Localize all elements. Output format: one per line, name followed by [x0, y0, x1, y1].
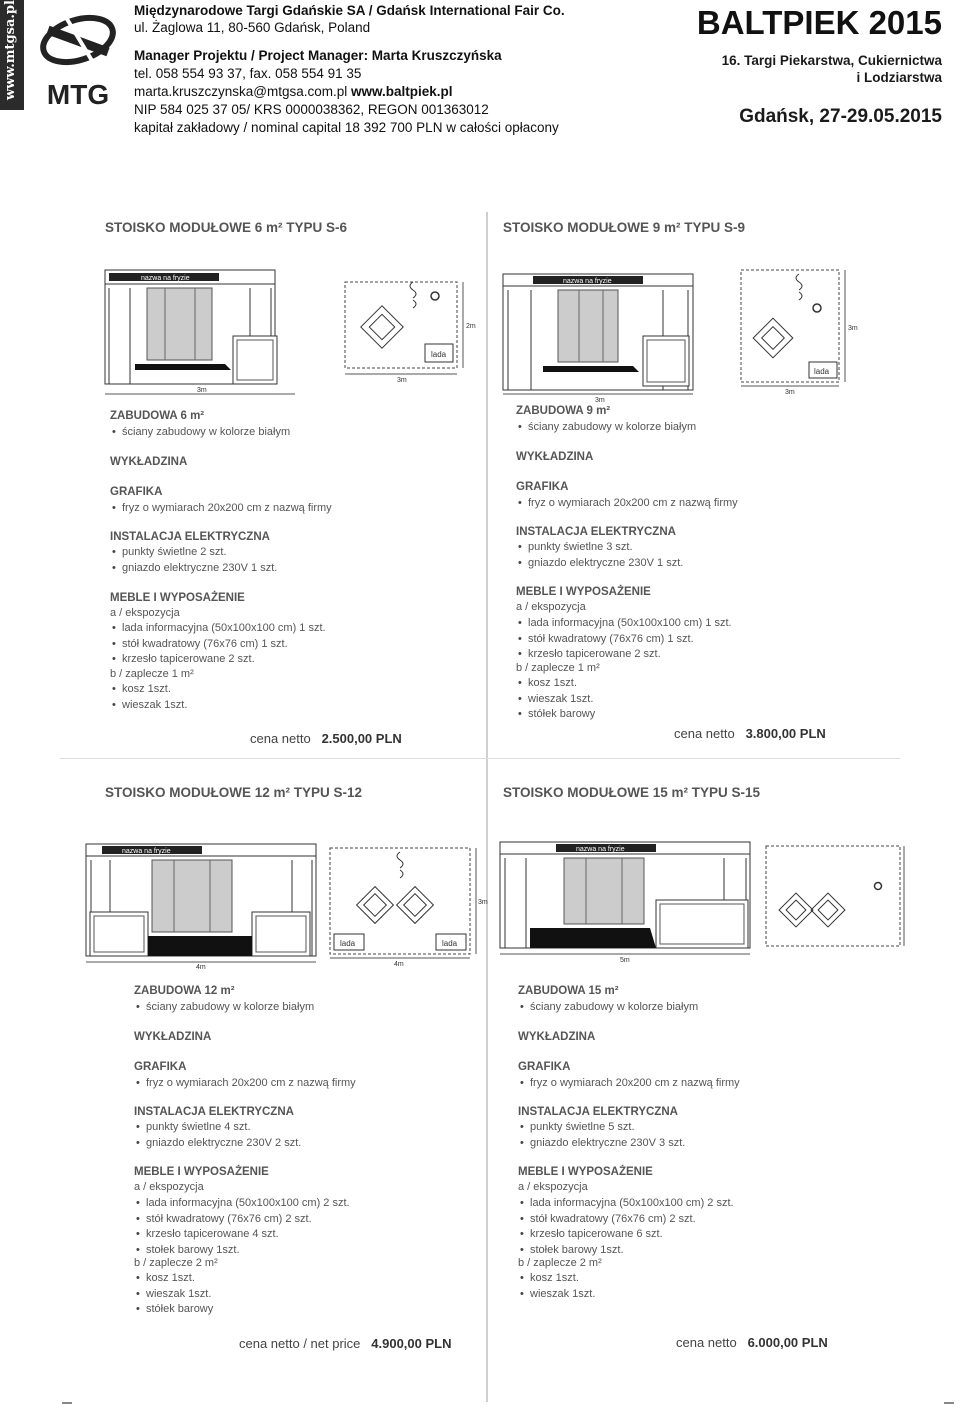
price-label: cena netto — [676, 1335, 737, 1350]
back-item: • wieszak 1szt. — [518, 1287, 595, 1303]
back-item: • wieszak 1szt. — [134, 1287, 213, 1303]
svg-text:3m: 3m — [848, 325, 858, 332]
svg-text:3m: 3m — [478, 899, 488, 906]
capital-info: kapitał zakładowy / nominal capital 18 392 700 PLN w całości opłacony — [134, 120, 559, 135]
expo-item: • krzesło tapicerowane 2 szt. — [516, 647, 732, 663]
graphics-heading: GRAFIKA — [134, 1061, 187, 1073]
back-item: • kosz 1szt. — [110, 682, 187, 698]
carpet-heading: WYKŁADZINA — [518, 1031, 596, 1043]
carpet-heading: WYKŁADZINA — [134, 1031, 212, 1043]
graphics-heading: GRAFIKA — [110, 486, 163, 498]
event-title: BALTPIEK 2015 — [696, 4, 942, 41]
expo-item: • lada informacyjna (50x100x100 cm) 1 szt. — [516, 616, 732, 632]
expo-item: • lada informacyjna (50x100x100 cm) 2 szt. — [518, 1196, 734, 1212]
stand-build: ZABUDOWA 9 m² — [516, 405, 611, 417]
stand-build: ZABUDOWA 15 m² — [518, 985, 619, 997]
svg-text:lada: lada — [442, 939, 458, 948]
stand-build: ZABUDOWA 12 m² — [134, 985, 235, 997]
event-subtitle-line1: 16. Targi Piekarstwa, Cukiernictwa — [721, 53, 942, 68]
walls-item: • ściany zabudowy w kolorze białym — [516, 420, 696, 436]
page-mark-right — [944, 1402, 954, 1404]
svg-text:4m: 4m — [196, 964, 206, 971]
carpet-heading: WYKŁADZINA — [516, 451, 594, 463]
lights-item: • punkty świetlne 3 szt. — [516, 540, 683, 556]
svg-text:nazwa na fryzie: nazwa na fryzie — [141, 275, 190, 282]
furniture-heading: MEBLE I WYPOSAŻENIE — [134, 1166, 269, 1178]
back-item: • stółek barowy — [516, 707, 595, 723]
back-item: • kosz 1szt. — [516, 676, 595, 692]
stand-s15-drawing — [500, 838, 920, 962]
svg-text:3m: 3m — [197, 387, 207, 394]
price-label: cena netto — [674, 726, 735, 741]
svg-text:2m: 2m — [466, 323, 476, 330]
svg-text:nazwa na fryzie: nazwa na fryzie — [576, 846, 625, 853]
price-line — [674, 726, 826, 741]
stand-title: STOISKO MODUŁOWE 15 m² TYPU S-15 — [503, 785, 761, 800]
expo-heading: a / ekspozycja — [516, 601, 586, 613]
expo-item: • lada informacyjna (50x100x100 cm) 2 szt. — [134, 1196, 350, 1212]
price-line — [239, 1336, 451, 1351]
electrical-heading: INSTALACJA ELEKTRYCZNA — [134, 1106, 294, 1118]
walls-item: • ściany zabudowy w kolorze białym — [518, 1000, 698, 1016]
stand-title: STOISKO MODUŁOWE 9 m² TYPU S-9 — [503, 220, 746, 235]
expo-heading: a / ekspozycja — [518, 1181, 588, 1193]
price-value: 6.000,00 PLN — [747, 1335, 828, 1350]
registry-info: NIP 584 025 37 05/ KRS 0000038362, REGON 001363012 — [134, 102, 489, 117]
column-divider — [486, 212, 488, 1402]
mtg-logo — [34, 6, 124, 110]
expo-item: • stół kwadratowy (76x76 cm) 2 szt. — [134, 1212, 350, 1228]
project-manager: Manager Projektu / Project Manager: Marta Kruszczyńska — [134, 48, 502, 63]
event-subtitle — [722, 52, 942, 86]
lights-item: • punkty świetlne 5 szt. — [518, 1120, 685, 1136]
carpet-heading: WYKŁADZINA — [110, 456, 188, 468]
stand-title: STOISKO MODUŁOWE 6 m² TYPU S-6 — [105, 220, 348, 235]
socket-item: • gniazdo elektryczne 230V 1 szt. — [516, 556, 683, 572]
back-heading: b / zaplecze 1 m² — [110, 668, 194, 680]
price-value: 2.500,00 PLN — [321, 731, 402, 746]
back-heading: b / zaplecze 1 m² — [516, 662, 600, 674]
side-website-bar — [0, 0, 24, 110]
svg-text:4m: 4m — [394, 961, 404, 968]
expo-heading: a / ekspozycja — [110, 607, 180, 619]
back-item: • wieszak 1szt. — [516, 692, 595, 708]
svg-text:nazwa na fryzie: nazwa na fryzie — [122, 848, 171, 855]
phone-fax: tel. 058 554 93 37, fax. 058 554 91 35 — [134, 66, 362, 81]
svg-text:lada: lada — [431, 350, 447, 359]
expo-heading: a / ekspozycja — [134, 1181, 204, 1193]
walls-item: • ściany zabudowy w kolorze białym — [134, 1000, 314, 1016]
back-heading: b / zaplecze 2 m² — [134, 1257, 218, 1269]
furniture-heading: MEBLE I WYPOSAŻENIE — [110, 592, 245, 604]
stand-build: ZABUDOWA 6 m² — [110, 410, 205, 422]
svg-text:3m: 3m — [397, 377, 407, 384]
graphics-item: • fryz o wymiarach 20x200 cm z nazwą firmy — [516, 496, 738, 512]
lights-item: • punkty świetlne 4 szt. — [134, 1120, 301, 1136]
expo-item: • stół kwadratowy (76x76 cm) 1 szt. — [516, 632, 732, 648]
price-line — [250, 731, 402, 746]
back-heading: b / zaplecze 2 m² — [518, 1257, 602, 1269]
expo-item: • krzesło tapicerowane 6 szt. — [518, 1227, 734, 1243]
electrical-heading: INSTALACJA ELEKTRYCZNA — [518, 1106, 678, 1118]
graphics-item: • fryz o wymiarach 20x200 cm z nazwą firmy — [518, 1076, 740, 1092]
back-item: • kosz 1szt. — [518, 1271, 595, 1287]
svg-text:3m: 3m — [595, 397, 605, 404]
price-value: 3.800,00 PLN — [745, 726, 826, 741]
event-date: Gdańsk, 27-29.05.2015 — [739, 106, 942, 127]
electrical-heading: INSTALACJA ELEKTRYCZNA — [110, 531, 270, 543]
lights-item: • punkty świetlne 2 szt. — [110, 545, 277, 561]
back-item: • kosz 1szt. — [134, 1271, 213, 1287]
event-subtitle-line2: i Lodziarstwa — [856, 70, 942, 85]
price-label: cena netto — [250, 731, 311, 746]
socket-item: • gniazdo elektryczne 230V 3 szt. — [518, 1136, 685, 1152]
stand-s9-drawing — [503, 268, 863, 404]
svg-text:nazwa na fryzie: nazwa na fryzie — [563, 278, 612, 285]
price-line — [676, 1335, 828, 1350]
stand-s6-drawing — [105, 268, 485, 408]
expo-item: • krzesło tapicerowane 4 szt. — [134, 1227, 350, 1243]
back-item: • stółek barowy — [134, 1302, 213, 1318]
side-website-label: www.mtgsa.pl — [3, 0, 18, 100]
website-link[interactable]: www.baltpiek.pl — [351, 84, 453, 99]
expo-item: • krzesło tapicerowane 2 szt. — [110, 652, 326, 668]
stand-title: STOISKO MODUŁOWE 12 m² TYPU S-12 — [105, 785, 363, 800]
expo-item: • stołek barowy 1szt. — [518, 1243, 734, 1259]
expo-item: • lada informacyjna (50x100x100 cm) 1 szt. — [110, 621, 326, 637]
svg-text:lada: lada — [340, 939, 356, 948]
graphics-item: • fryz o wymiarach 20x200 cm z nazwą firmy — [134, 1076, 356, 1092]
logo-text: MTG — [46, 79, 110, 110]
graphics-heading: GRAFIKA — [518, 1061, 571, 1073]
stand-s12-drawing — [86, 838, 486, 970]
walls-item: • ściany zabudowy w kolorze białym — [110, 425, 290, 441]
socket-item: • gniazdo elektryczne 230V 1 szt. — [110, 561, 277, 577]
electrical-heading: INSTALACJA ELEKTRYCZNA — [516, 526, 676, 538]
email-link[interactable]: marta.kruszczynska@mtgsa.com.pl — [134, 84, 348, 99]
expo-item: • stołek barowy 1szt. — [134, 1243, 350, 1259]
row-divider — [60, 758, 900, 759]
furniture-heading: MEBLE I WYPOSAŻENIE — [518, 1166, 653, 1178]
expo-item: • stół kwadratowy (76x76 cm) 1 szt. — [110, 637, 326, 653]
graphics-item: • fryz o wymiarach 20x200 cm z nazwą firmy — [110, 501, 332, 517]
page-mark-left — [62, 1402, 72, 1404]
graphics-heading: GRAFIKA — [516, 481, 569, 493]
svg-text:lada: lada — [814, 367, 830, 376]
company-address: ul. Żaglowa 11, 80-560 Gdańsk, Poland — [134, 20, 371, 35]
price-label: cena netto / net price — [239, 1336, 361, 1351]
expo-item: • stół kwadratowy (76x76 cm) 2 szt. — [518, 1212, 734, 1228]
price-value: 4.900,00 PLN — [371, 1336, 452, 1351]
back-item: • wieszak 1szt. — [110, 698, 187, 714]
socket-item: • gniazdo elektryczne 230V 2 szt. — [134, 1136, 301, 1152]
svg-text:5m: 5m — [620, 957, 630, 964]
svg-text:3m: 3m — [785, 389, 795, 396]
company-name: Międzynarodowe Targi Gdańskie SA / Gdańsk International Fair Co. — [134, 3, 565, 18]
furniture-heading: MEBLE I WYPOSAŻENIE — [516, 586, 651, 598]
